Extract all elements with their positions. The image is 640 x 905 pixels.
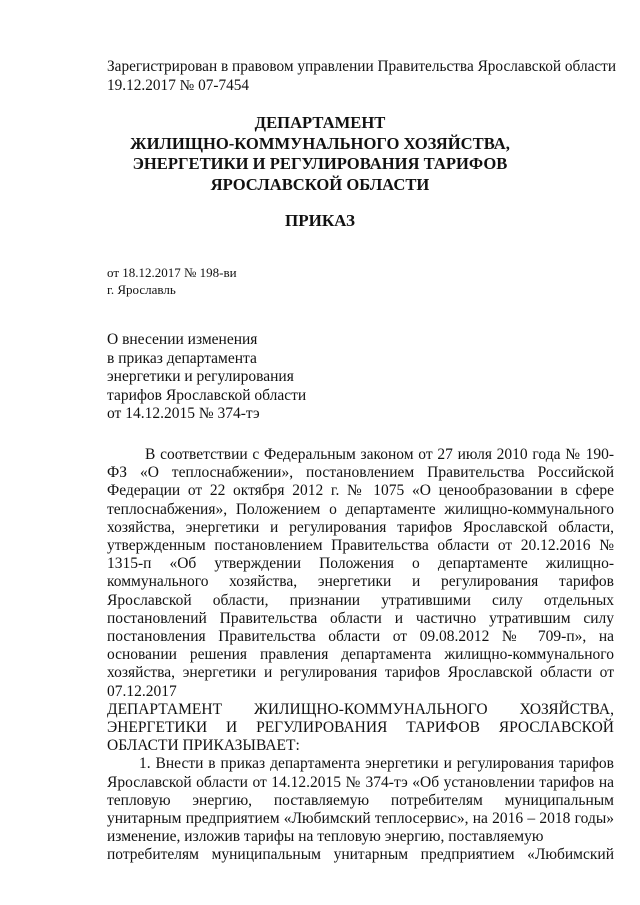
subject-line: О внесении изменения [107, 331, 258, 348]
order-meta [107, 264, 237, 298]
item-1-continuation: потребителям муниципальным унитарным предприятием «Любимский [107, 846, 614, 864]
orders-clause: ДЕПАРТАМЕНТ ЖИЛИЩНО-КОММУНАЛЬНОГО ХОЗЯЙСТВА, ЭНЕРГЕТИКИ И РЕГУЛИРОВАНИЯ ТАРИФОВ ЯРОСЛАВСКОЙ ОБЛАСТИ ПРИКАЗЫВАЕТ: [107, 700, 614, 755]
department-title-line: ЯРОСЛАВСКОЙ ОБЛАСТИ [210, 174, 430, 194]
department-header [100, 113, 540, 195]
subject-line: тарифов Ярославской области [107, 386, 307, 404]
department-title-line: ЭНЕРГЕТИКИ И РЕГУЛИРОВАНИЯ ТАРИФОВ [132, 154, 508, 173]
preamble-paragraph: В соответствии с Федеральным законом от 27 июля 2010 года № 190-ФЗ «О теплоснабжении», постановлением Правительства Российской Федерации от 22 октября 2012 г. № 1075 «О ценообразовании в сфере теплоснабжения», Положением о департаменте жилищно-коммунального хозяйства, энергетики и регулирования тарифов Ярославской области, утвержденным постановлением Правительства области от 20.12.2016 № 1315-п «Об утверждении Положения о департаменте жилищно-коммунального хозяйства, энергетики и регулирования тарифов Ярославской области, признании утратившими силу отдельных постановлений Правительства области и частично утратившим силу постановления Правительства области от 09.08.2012 № 709-п», на основании решения правления департамента жилищно-коммунального хозяйства, энергетики и регулирования тарифов Ярославской области от 07.12.2017 [107, 446, 614, 700]
registration-number: 19.12.2017 № 07-7454 [107, 77, 250, 94]
document-type-heading: ПРИКАЗ [285, 211, 355, 230]
subject-line: от 14.12.2015 № 374-тэ [107, 405, 260, 422]
subject-line: в приказ департамента [107, 349, 257, 367]
subject-line: энергетики и регулирования [107, 368, 294, 385]
department-title-line: ДЕПАРТАМЕНТ [254, 113, 386, 132]
registration-stamp [107, 57, 617, 95]
order-city: г. Ярославль [107, 282, 176, 297]
item-1-paragraph: 1. Внести в приказ департамента энергетики и регулирования тарифов Ярославской области от 14.12.2015 № 374-тэ «Об установлении тарифов на тепловую энергию, поставляемую потребителям муниципальным унитарным предприятием «Любимский теплосервис», на 2016 – 2018 годы» изменение, изложив тарифы на тепловую энергию, поставляемую [107, 755, 614, 846]
registration-line: Зарегистрирован в правовом управлении Правительства Ярославской области [107, 58, 617, 75]
order-subject [107, 331, 306, 424]
order-date-number: от 18.12.2017 № 198-ви [107, 265, 237, 280]
order-body [107, 446, 614, 865]
department-title-line: ЖИЛИЩНО-КОММУНАЛЬНОГО ХОЗЯЙСТВА, [130, 133, 510, 153]
